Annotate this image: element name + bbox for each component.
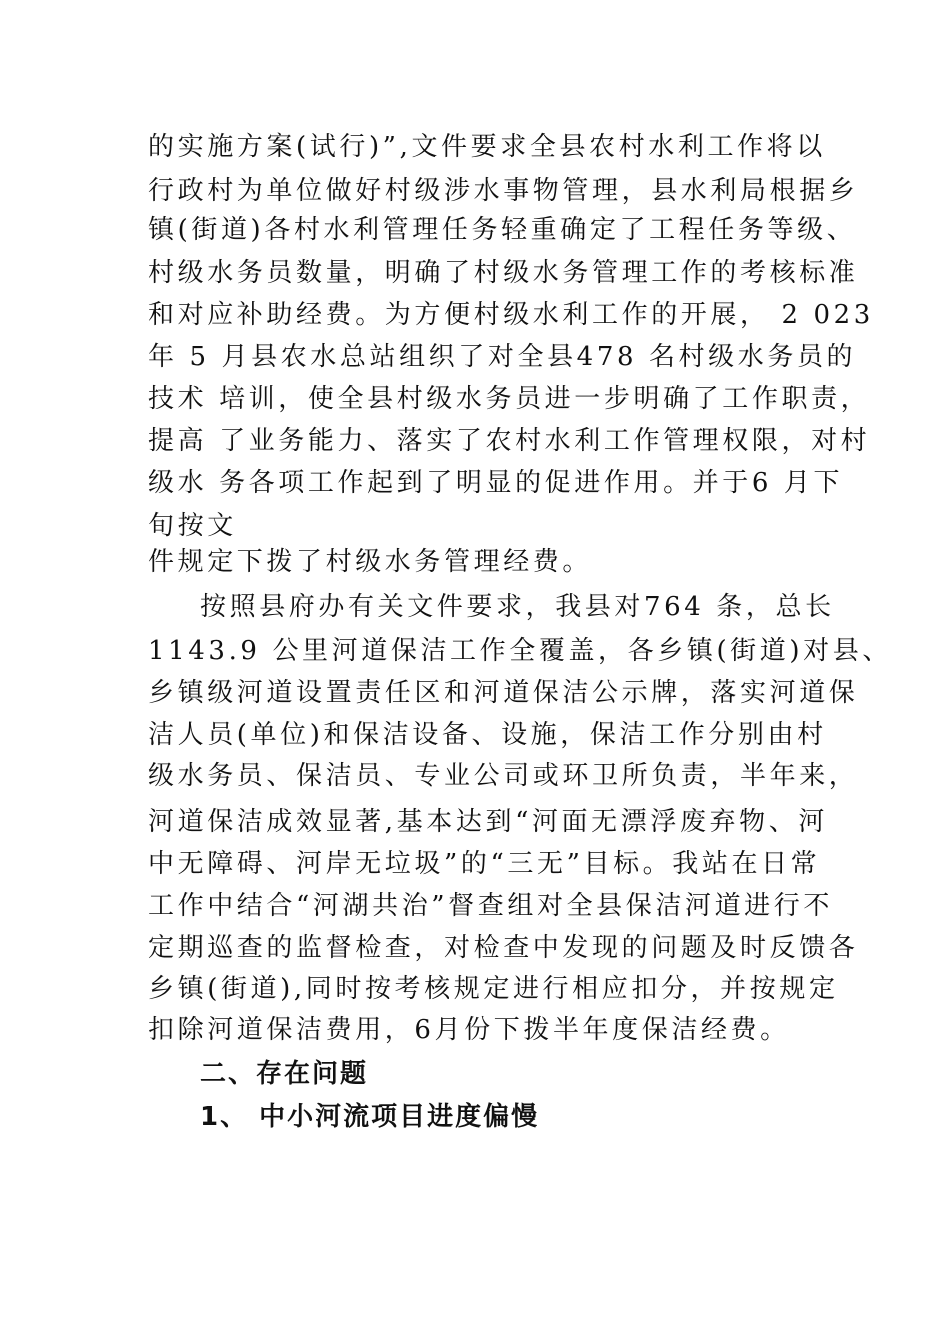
- subsection-heading: 1、 中小河流项目进度偏慢: [200, 1102, 540, 1132]
- paragraph-line: 1143.9 公里河道保洁工作全覆盖，各乡镇(街道)对县、: [148, 636, 892, 666]
- paragraph-line: 提高 了业务能力、落实了农村水利工作管理权限，对村: [148, 426, 871, 456]
- paragraph-line: 工作中结合“河湖共治”督查组对全县保洁河道进行不: [148, 891, 833, 921]
- paragraph-line: 扣除河道保洁费用，6月份下拨半年度保洁经费。: [148, 1015, 790, 1045]
- paragraph-line: 和对应补助经费。为方便村级水利工作的开展， 2 023: [148, 300, 874, 330]
- paragraph-line: 行政村为单位做好村级涉水事物管理，县水利局根据乡: [148, 176, 859, 206]
- paragraph-line: 乡镇(街道),同时按考核规定进行相应扣分，并按规定: [148, 974, 839, 1004]
- paragraph-line: 乡镇级河道设置责任区和河道保洁公示牌，落实河道保: [148, 678, 859, 708]
- paragraph-line: 按照县府办有关文件要求，我县对764 条，总长: [200, 592, 835, 622]
- paragraph-line: 中无障碍、河岸无垃圾”的“三无”目标。我站在日常: [148, 849, 821, 879]
- paragraph-line: 年 5 月县农水总站组织了对全县478 名村级水务员的: [148, 342, 857, 372]
- paragraph-line: 的实施方案(试行)”,文件要求全县农村水利工作将以: [148, 132, 826, 162]
- paragraph-line: 洁人员(单位)和保洁设备、设施，保洁工作分别由村: [148, 720, 827, 750]
- paragraph-line: 技术 培训，使全县村级水务员进一步明确了工作职责，: [148, 384, 871, 414]
- paragraph-line: 件规定下拨了村级水务管理经费。: [148, 547, 593, 577]
- paragraph-line: 河道保洁成效显著,基本达到“河面无漂浮废弃物、河: [148, 807, 828, 837]
- paragraph-line: 村级水务员数量，明确了村级水务管理工作的考核标准: [148, 258, 859, 288]
- paragraph-line: 级水 务各项工作起到了明显的促进作用。并于6 月下: [148, 468, 844, 498]
- paragraph-line: 旬按文: [148, 511, 237, 541]
- paragraph-line: 定期巡查的监督检查，对检查中发现的问题及时反馈各: [148, 933, 859, 963]
- paragraph-line: 镇(街道)各村水利管理任务轻重确定了工程任务等级、: [148, 215, 857, 245]
- paragraph-line: 级水务员、保洁员、专业公司或环卫所负责，半年来，: [148, 761, 859, 791]
- section-heading: 二、存在问题: [200, 1059, 369, 1089]
